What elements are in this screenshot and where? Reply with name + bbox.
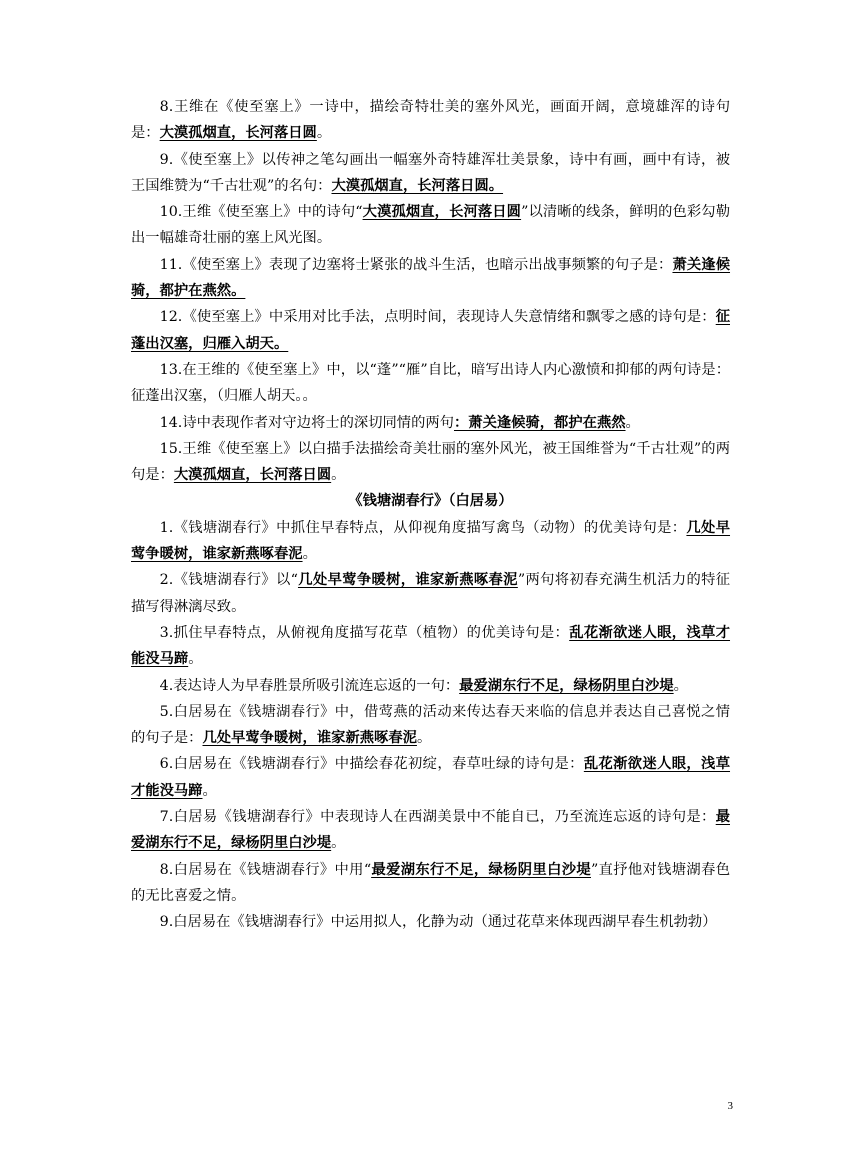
question-suffix: ”直抒他对钱塘湖春色的无比喜爱之情。 (131, 861, 731, 904)
question-item (131, 94, 730, 147)
question-text: 7.白居易《钱塘湖春行》中表现诗人在西湖美景中不能自已，乃至流连忘返的诗句是： (159, 809, 716, 826)
question-text: 2.《钱塘湖春行》以“ (159, 572, 298, 589)
answer-text: ：萧关逢候骑，都护在燕然 (453, 414, 626, 431)
question-text: 3.抓住早春特点，从俯视角度描写花草（植物）的优美诗句是： (159, 624, 570, 641)
answer-text: 几处早莺争暖树，谁家新燕啄春泥 (202, 730, 417, 747)
section-qiantanghu (131, 515, 730, 936)
answer-text: 几处早莺争暖树，谁家新燕啄春泥 (297, 572, 518, 589)
question-item (131, 515, 730, 568)
question-item (131, 199, 730, 252)
question-text: 15.王维《使至塞上》以白描手法描绘奇美壮丽的塞外风光，被王国维誉为“千古壮观”的两句是： (131, 440, 730, 484)
question-item (131, 909, 730, 935)
question-suffix: 。 (302, 546, 317, 563)
question-item (131, 252, 730, 305)
question-suffix: 。 (673, 677, 688, 694)
question-item (131, 567, 730, 620)
answer-text: 乱花渐欲迷人眼，浅草才能没马蹄 (131, 624, 731, 668)
question-suffix: 。 (416, 730, 432, 747)
section-title-qiantanghu: 《钱塘湖春行》（白居易） (348, 493, 513, 510)
question-suffix: 。 (188, 651, 203, 668)
question-suffix: 。 (202, 782, 217, 799)
question-text: 9.白居易在《钱塘湖春行》中运用拟人，化静为动（通过花草来体现西湖早春生机勃勃） (159, 914, 717, 931)
question-text: 11.《使至塞上》表现了边塞将士紧张的战斗生活，也暗示出战事频繁的句子是： (159, 256, 673, 273)
answer-text: 大漠孤烟直，长河落日圆 (159, 125, 317, 142)
answer-text: 征蓬出汉塞，归雁入胡天。 (131, 309, 730, 352)
question-text: 8.王维在《使至塞上》一诗中，描绘奇特壮美的塞外风光，画面开阔，意境雄浑的诗句是： (131, 99, 730, 142)
question-item (131, 699, 730, 752)
question-text: 12.《使至塞上》中采用对比手法，点明时间，表现诗人失意情绪和飘零之感的诗句是： (159, 309, 716, 326)
question-item (131, 357, 730, 410)
answer-text: 大漠孤烟直，长河落日圆。 (331, 177, 504, 194)
page-number: 3 (727, 1100, 733, 1112)
question-suffix: ”以清晰的线条，鲜明的色彩勾勒出一幅雄奇壮丽的塞上风光图。 (131, 204, 731, 247)
question-text: 5.白居易在《钱塘湖春行》中，借莺燕的活动来传达春天来临的信息并表达自己喜悦之情的句子是： (131, 703, 730, 747)
document-page (131, 94, 730, 936)
question-text: 10.王维《使至塞上》中的诗句“ (159, 204, 363, 221)
answer-text: 最爱湖东行不足，绿杨阴里白沙堤 (459, 677, 674, 694)
question-text: 6.白居易在《钱塘湖春行》中描绘春花初绽，春草吐绿的诗句是： (159, 756, 584, 773)
question-text: 13.在王维的《使至塞上》中，以“蓬”“雁”自比，暗写出诗人内心激愤和抑郁的两句诗是：征蓬出汉塞，（归雁人胡天。。 (131, 361, 730, 405)
answer-text: 大漠孤烟直，长河落日圆 (173, 467, 332, 484)
question-item (131, 857, 730, 910)
answer-text: 萧关逢候骑，都护在燕然。 (131, 256, 731, 300)
question-item (131, 304, 730, 357)
question-text: 4.表达诗人为早春胜景所吸引流连忘返的一句： (159, 677, 460, 694)
question-text: 1.《钱塘湖春行》中抓住早春特点，从仰视角度描写禽鸟（动物）的优美诗句是： (159, 519, 687, 536)
question-item (131, 673, 730, 699)
question-suffix: 。 (316, 125, 332, 142)
answer-text: 乱花渐欲迷人眼，浅草才能没马蹄 (131, 756, 731, 799)
question-text: 9.《使至塞上》以传神之笔勾画出一幅塞外奇特雄浑壮美景象，诗中有画，画中有诗，被王国维赞为“千古壮观”的名句： (131, 151, 730, 194)
question-suffix: 。 (331, 467, 346, 484)
answer-text: 大漠孤烟直，长河落日圆 (362, 204, 522, 221)
answer-text: 最爱湖东行不足，绿杨阴里白沙堤 (371, 861, 591, 878)
question-item (131, 804, 730, 857)
question-item (131, 410, 730, 436)
answer-text: 几处早莺争暖树，谁家新燕啄春泥 (131, 519, 731, 563)
question-suffix: 。 (331, 835, 346, 852)
section-shizhisaishang (131, 94, 730, 488)
question-item (131, 147, 730, 200)
question-text: 14.诗中表现作者对守边将士的深切同情的两句 (159, 414, 454, 431)
answer-text: 最爱湖东行不足，绿杨阴里白沙堤 (131, 809, 730, 852)
question-item (131, 751, 730, 804)
question-suffix: ”两句将初春充满生机活力的特征描写得淋漓尽致。 (131, 572, 731, 615)
question-text: 8.白居易在《钱塘湖春行》中用“ (159, 861, 372, 878)
question-item (131, 436, 730, 489)
question-suffix: 。 (625, 414, 640, 431)
question-item (131, 620, 730, 673)
